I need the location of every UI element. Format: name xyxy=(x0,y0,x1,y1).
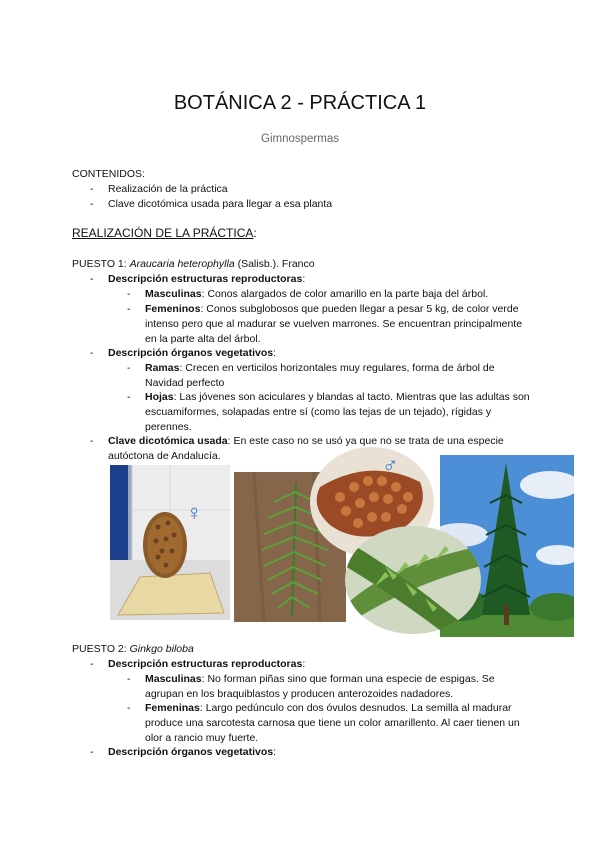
page-subtitle: Gimnospermas xyxy=(261,133,339,145)
bullet-dash: - xyxy=(90,183,94,195)
hojas-label: Hojas xyxy=(145,391,174,403)
page-title: BOTÁNICA 2 - PRÁCTICA 1 xyxy=(173,92,427,114)
puesto2-femeninas xyxy=(145,701,530,746)
puesto2-veg-heading: Descripción órganos vegetativos: xyxy=(108,746,277,758)
bullet-dash: - xyxy=(127,702,131,714)
puesto1-hojas xyxy=(145,390,530,435)
section-heading xyxy=(72,226,257,240)
bullet-dash: - xyxy=(127,362,131,374)
puesto2-masculinas xyxy=(145,672,530,702)
contenidos-heading: CONTENIDOS: xyxy=(72,168,145,180)
bullet-dash: - xyxy=(127,288,131,300)
veg-heading-text: Descripción órganos vegetativos xyxy=(108,746,274,758)
puesto1-species: Araucaria heterophylla xyxy=(129,258,235,270)
bullet-dash: - xyxy=(90,746,94,758)
leaves-closeup-illustration xyxy=(345,526,481,634)
clave-label: Clave dicotómica usada xyxy=(108,435,228,447)
ramas-text: : Crecen en verticilos horizontales muy regulares, forma de árbol de Navidad perfecto xyxy=(145,362,495,389)
puesto1-label: PUESTO 1: xyxy=(72,258,127,270)
masculinas-label: Masculinas xyxy=(145,288,202,300)
bullet-dash: - xyxy=(90,435,94,447)
puesto1-veg-heading: Descripción órganos vegetativos: xyxy=(108,347,277,359)
photo-female-cone xyxy=(110,465,230,620)
puesto1-femeninos xyxy=(145,302,530,347)
repro-heading-text: Descripción estructuras reproductoras xyxy=(108,658,303,670)
bullet-dash: - xyxy=(90,273,94,285)
repro-heading-text: Descripción estructuras reproductoras xyxy=(108,273,303,285)
section-title: REALIZACIÓN DE LA PRÁCTICA xyxy=(72,226,254,240)
femeninas-text: : Largo pedúnculo con dos óvulos desnudos. La semilla al madurar produce una sarcotesta carnosa que tiene un color amarillento. Al caer tienen un olor a rancio muy fuerte. xyxy=(145,702,520,744)
puesto2-label: PUESTO 2: xyxy=(72,643,127,655)
hojas-text: : Las jóvenes son aciculares y blandas al tacto. Mientras que las adultas son escuamiformes, solapadas entre sí (como las tejas de un tejado), rígidas y perennes. xyxy=(145,391,530,433)
female-symbol-icon: ♀ xyxy=(186,500,203,525)
section-colon: : xyxy=(253,226,257,240)
masculinas-text: : Conos alargados de color amarillo en la parte baja del árbol. xyxy=(201,288,489,300)
bullet-dash: - xyxy=(127,303,131,315)
femeninas-label: Femeninas xyxy=(145,702,200,714)
female-cone-illustration xyxy=(110,465,230,620)
femeninos-text: : Conos subglobosos que pueden llegar a pesar 5 kg, de color verde intenso pero que al madurar se vuelven marrones. Se encuentran principalmente en la parte alta del árbol. xyxy=(145,303,523,345)
clave-text: : En este caso no se usó ya que no se trata de una especie autóctona de Andalucía. xyxy=(108,435,504,462)
puesto1-repro-heading: Descripción estructuras reproductoras: xyxy=(108,273,306,285)
photo-leaves-closeup xyxy=(345,526,481,634)
bullet-dash: - xyxy=(127,673,131,685)
contenidos-item: Clave dicotómica usada para llegar a esa planta xyxy=(108,198,333,210)
puesto2-heading xyxy=(72,642,194,657)
ramas-label: Ramas xyxy=(145,362,180,374)
bullet-dash: - xyxy=(90,658,94,670)
bullet-dash: - xyxy=(90,198,94,210)
contenidos-item: Realización de la práctica xyxy=(108,183,228,195)
puesto1-heading xyxy=(72,257,315,272)
puesto1-ramas xyxy=(145,361,530,391)
bullet-dash: - xyxy=(127,391,131,403)
bullet-dash: - xyxy=(90,347,94,359)
veg-heading-text: Descripción órganos vegetativos xyxy=(108,347,274,359)
puesto2-species: Ginkgo biloba xyxy=(129,643,194,655)
masculinas-text: : No forman piñas sino que forman una especie de espigas. Se agrupan en los braquiblastos y producen anterozoides nadadores. xyxy=(145,673,495,700)
puesto2-repro-heading: Descripción estructuras reproductoras: xyxy=(108,658,306,670)
male-symbol-icon: ♂ xyxy=(382,452,399,477)
puesto1-author: (Salisb.). Franco xyxy=(237,258,315,270)
femeninos-label: Femeninos xyxy=(145,303,201,315)
masculinas-label: Masculinas xyxy=(145,673,202,685)
puesto1-masculinas xyxy=(145,287,488,302)
